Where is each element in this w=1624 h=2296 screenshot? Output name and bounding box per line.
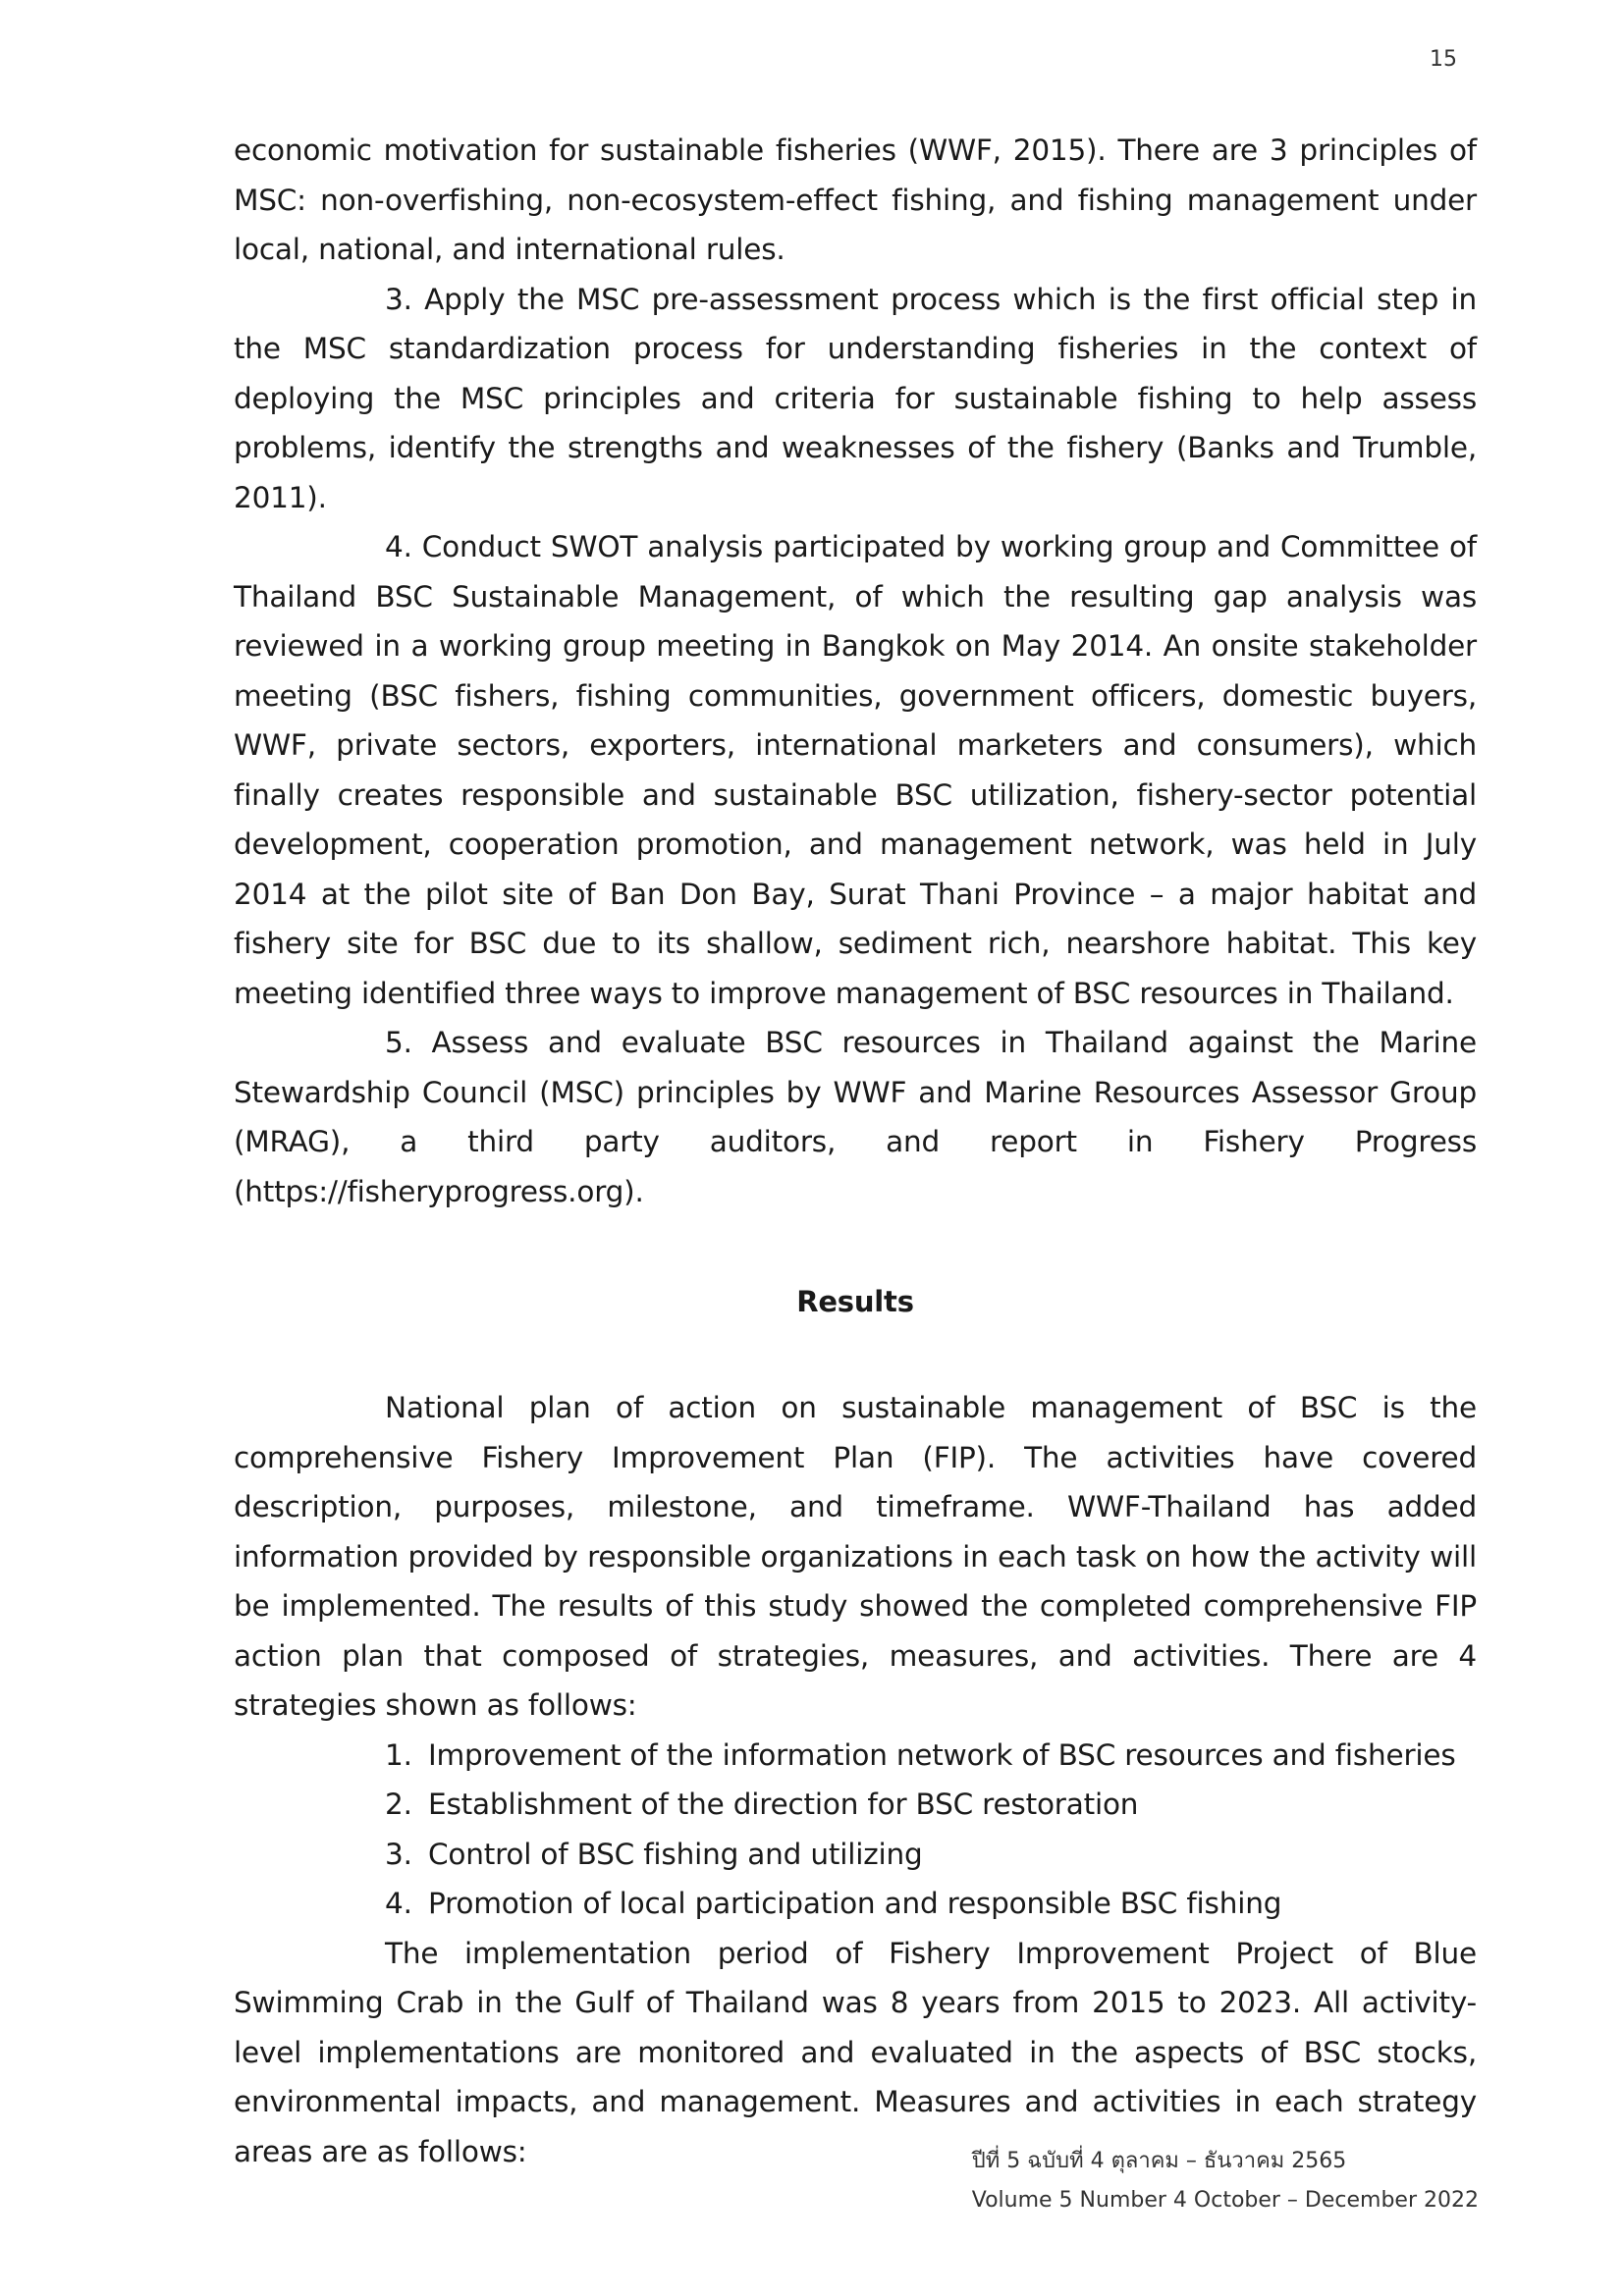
- list-item-text: Control of BSC fishing and utilizing: [428, 1837, 923, 1871]
- list-item: [385, 1879, 1477, 1929]
- paragraph-msc-principles: economic motivation for sustainable fisheries (WWF, 2015). There are 3 principles of MSC: non-overfishing, non-ecosystem-effect fishing, and fishing management under local, national, and international rules.: [234, 133, 1477, 266]
- list-item-text: Promotion of local participation and responsible BSC fishing: [428, 1887, 1282, 1920]
- list-item-number: 4.: [385, 1887, 412, 1920]
- list-item: [385, 1780, 1477, 1830]
- list-item-text: Establishment of the direction for BSC restoration: [428, 1788, 1139, 1821]
- list-item-text: Improvement of the information network of BSC resources and fisheries: [428, 1737, 1456, 1772]
- list-item-number: 1.: [385, 1737, 412, 1772]
- list-item-number: 2.: [385, 1788, 412, 1821]
- strategies-list: [234, 1731, 1477, 1929]
- paragraph-step-5: 5. Assess and evaluate BSC resources in Thailand against the Marine Stewardship Council (MSC) principles by WWF and Marine Resources Assessor Group (MRAG), a third party auditors, and report in Fishery Progress (https://fisheryprogress.org).: [234, 1026, 1477, 1208]
- paragraph-results-closing: The implementation period of Fishery Improvement Project of Blue Swimming Crab in the Gulf of Thailand was 8 years from 2015 to 2023. All activity-level implementations are monitored and evaluated in the aspects of BSC stocks, environmental impacts, and management. Measures and activities in each strategy areas are as follows:: [234, 1936, 1477, 2168]
- journal-footer: [972, 2142, 1479, 2220]
- page-number: 15: [1430, 47, 1457, 72]
- footer-thai-issue: ปีที่ 5 ฉบับที่ 4 ตุลาคม – ธันวาคม 2565: [971, 2149, 1347, 2173]
- list-item-number: 3.: [385, 1837, 412, 1871]
- paragraph-results-intro: National plan of action on sustainable management of BSC is the comprehensive Fishery Improvement Plan (FIP). The activities have covered description, purposes, milestone, and timeframe. WWF-Thailand has added information provided by responsible organizations in each task on how the activity will be implemented. The results of this study showed the completed comprehensive FIP action plan that composed of strategies, measures, and activities. There are 4 strategies shown as follows:: [234, 1391, 1477, 1722]
- list-item: [385, 1731, 1477, 1781]
- article-body: [234, 126, 1477, 2176]
- list-item: [385, 1830, 1477, 1880]
- paragraph-step-3: 3. Apply the MSC pre-assessment process which is the first official step in the MSC standardization process for understanding fisheries in the context of deploying the MSC principles and criteria for sustainable fishing to help assess problems, identify the strengths and weaknesses of the fishery (Banks and Trumble, 2011).: [234, 282, 1477, 514]
- footer-english-issue: Volume 5 Number 4 October – December 2022: [971, 2188, 1479, 2213]
- paragraph-step-4: 4. Conduct SWOT analysis participated by working group and Committee of Thailand BSC Sustainable Management, of which the resulting gap analysis was reviewed in a working group meeting in Bangkok on May 2014. An onsite stakeholder meeting (BSC fishers, fishing communities, government officers, domestic buyers, WWF, private sectors, exporters, international marketers and consumers), which finally creates responsible and sustainable BSC utilization, fishery-sector potential development, cooperation promotion, and management network, was held in July 2014 at the pilot site of Ban Don Bay, Surat Thani Province – a major habitat and fishery site for BSC due to its shallow, sediment rich, nearshore habitat. This key meeting identified three ways to improve management of BSC resources in Thailand.: [234, 530, 1477, 1010]
- results-heading: Results: [796, 1285, 914, 1318]
